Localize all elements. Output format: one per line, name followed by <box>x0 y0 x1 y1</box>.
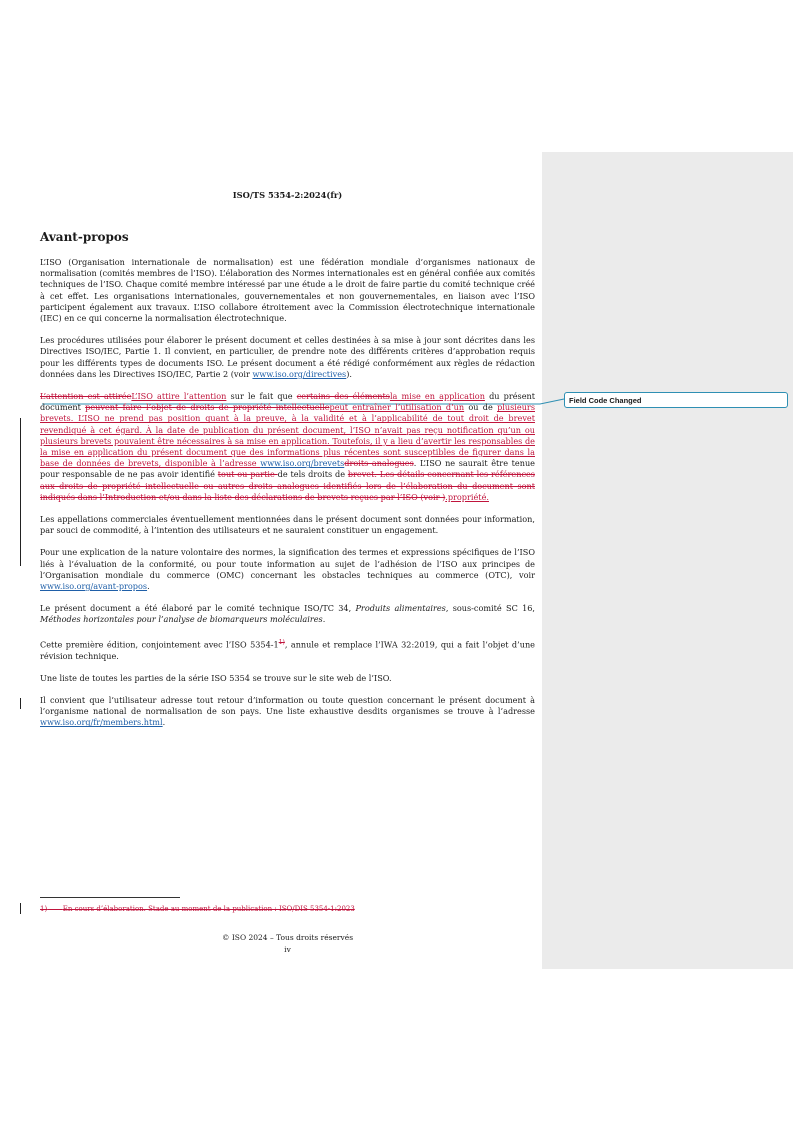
paragraph-text: sur le fait que <box>226 391 297 402</box>
inserted-text: plusieurs brevets. L’ISO ne prend pas position quant à la preuve, à la validité et à l’applicabilité de tout droit de brevet revendiqué à cet égard. À la date de publication du présent document, l’ISO n’avait pas reçu notification qu’un ou plusieurs brevets pouvaient être nécessaires à sa mise en application. Toutefois, il y a lieu d’avertir les responsables de la mise en application du présent document que des informations plus récentes sont susceptibles de figurer dans la base de données de brevets, disponible à l’adresse <box>40 402 535 469</box>
change-bar <box>20 418 21 566</box>
committee-title: Produits alimentaires <box>355 603 446 614</box>
paragraph-voluntary-nature <box>40 547 535 592</box>
footnote-reference[interactable]: 1) <box>278 638 285 646</box>
footnote-marker: 1) <box>40 905 48 913</box>
deleted-text: brevet. Les détails concernant les références aux droits de propriété intellectuelle ou autres droits analogues identifiés lors de l’élaboration du document sont indiqués dans l’Introduction et/ou dans la liste des déclarations de brevets reçues par l’ISO (voir ) <box>40 469 535 502</box>
paragraph-committee <box>40 603 535 625</box>
inserted-text: L’ISO attire l’attention <box>131 391 227 402</box>
link-brevets[interactable]: www.iso.org/brevets <box>260 458 345 469</box>
paragraph-edition <box>40 637 535 662</box>
footnote <box>40 905 355 913</box>
inserted-text: .propriété. <box>445 491 489 502</box>
paragraph-text: . <box>322 614 326 625</box>
paragraph-text: ou de <box>464 402 498 413</box>
paragraph-organisation: L’ISO (Organisation internationale de normalisation) est une fédération mondiale d’organismes nationaux de normalisation (comités membres de l’ISO). L’élaboration des Normes internationales est en général confiée aux comités techniques de l’ISO. Chaque comité membre intéressé par une étude a le droit de faire partie du comité technique créé à cet effet. Les organisations internationales, gouvernementales et non gouvernementales, en liaison avec l’ISO participent également aux travaux. L’ISO collabore étroitement avec la Commission électrotechnique internationale (IEC) en ce qui concerne la normalisation électrotechnique. <box>40 257 535 324</box>
paragraph-text: Il convient que l’utilisateur adresse tout retour d’information ou toute question concernant le présent document à l’organisme national de normalisation de son pays. Une liste exhaustive desdits organismes se trouve à l’adresse <box>40 695 535 717</box>
paragraph-text: , annule et remplace l’IWA 32:2019, qui a fait l’objet d’une révision technique. <box>40 639 535 661</box>
paragraph-feedback <box>40 695 535 729</box>
change-bar <box>20 903 21 914</box>
paragraph-text: Le présent document a été élaboré par le comité technique ISO/TC 34, <box>40 603 356 614</box>
paragraph-text: du présent document <box>40 391 536 413</box>
paragraph-trade-names: Les appellations commerciales éventuellement mentionnées dans le présent document sont données pour information, par souci de commodité, à l’intention des utilisateurs et ne sauraient constituer un engagement. <box>40 514 535 536</box>
link-directives[interactable]: www.iso.org/directives <box>252 368 347 379</box>
paragraph-text: de tels droits de <box>277 469 348 480</box>
subcommittee-title: Méthodes horizontales pour l’analyse de biomarqueurs moléculaires <box>40 614 323 625</box>
footnote-text: En cours d’élaboration. Stade au moment de la publication : ISO/DIS 5354-1:2023 <box>62 905 355 913</box>
deleted-text: droits analogues <box>344 458 414 469</box>
comment-label: Field Code Changed <box>569 396 642 405</box>
deleted-text: certains des éléments <box>296 391 390 402</box>
copyright-notice: © ISO 2024 – Tous droits réservés <box>221 933 354 942</box>
page-number: iv <box>284 945 291 954</box>
comment-balloon[interactable] <box>564 392 788 408</box>
paragraph-text: . <box>147 581 150 592</box>
paragraph-text: . <box>162 717 166 728</box>
paragraph-patents <box>40 391 535 503</box>
change-bar <box>20 698 21 709</box>
paragraph-text: . L’ISO ne saurait être tenue pour responsable de ne pas avoir identifié <box>40 458 535 480</box>
deleted-text: tout ou partie <box>217 469 278 480</box>
deleted-text: peuvent faire l’objet de droits de propriété intellectuelle <box>85 402 330 413</box>
inserted-text: peut entraîner l’utilisation d’un <box>329 402 465 413</box>
page-footer <box>40 932 535 956</box>
document-body <box>40 257 535 740</box>
deleted-text: L’attention est attirée <box>40 391 132 402</box>
paragraph-text: , sous-comité SC 16, <box>445 603 535 614</box>
link-members[interactable]: www.iso.org/fr/members.html <box>40 717 163 728</box>
section-title: Avant-propos <box>40 230 129 244</box>
inserted-text: la mise en application <box>389 391 485 402</box>
paragraph-series: Une liste de toutes les parties de la série ISO 5354 se trouve sur le site web de l’ISO. <box>40 672 392 683</box>
link-avant-propos[interactable]: www.iso.org/avant-propos <box>40 581 148 592</box>
paragraph-text: Cette première édition, conjointement avec l’ISO 5354-1 <box>40 639 279 650</box>
paragraph-text: Pour une explication de la nature volontaire des normes, la signification des termes et expressions spécifiques de l’ISO liés à l’évaluation de la conformité, ou pour toute information au sujet de l’adhésion de l’ISO aux principes de l’Organisation mondiale du commerce (OMC) concernant les obstacles techniques au commerce (OTC), voir <box>40 547 535 580</box>
footnote-separator <box>40 897 180 898</box>
document-header: ISO/TS 5354-2:2024(fr) <box>232 190 343 200</box>
paragraph-procedures <box>40 335 535 380</box>
paragraph-text: Les procédures utilisées pour élaborer le présent document et celles destinées à sa mise à jour sont décrites dans les Directives ISO/IEC, Partie 1. Il convient, en particulier, de prendre note des différents critères d’approbation requis pour les différents types de documents ISO. Le présent document a été rédigé conformément aux règles de rédaction données dans les Directives ISO/IEC, Partie 2 (voir <box>40 335 535 379</box>
paragraph-text: ). <box>346 368 352 379</box>
